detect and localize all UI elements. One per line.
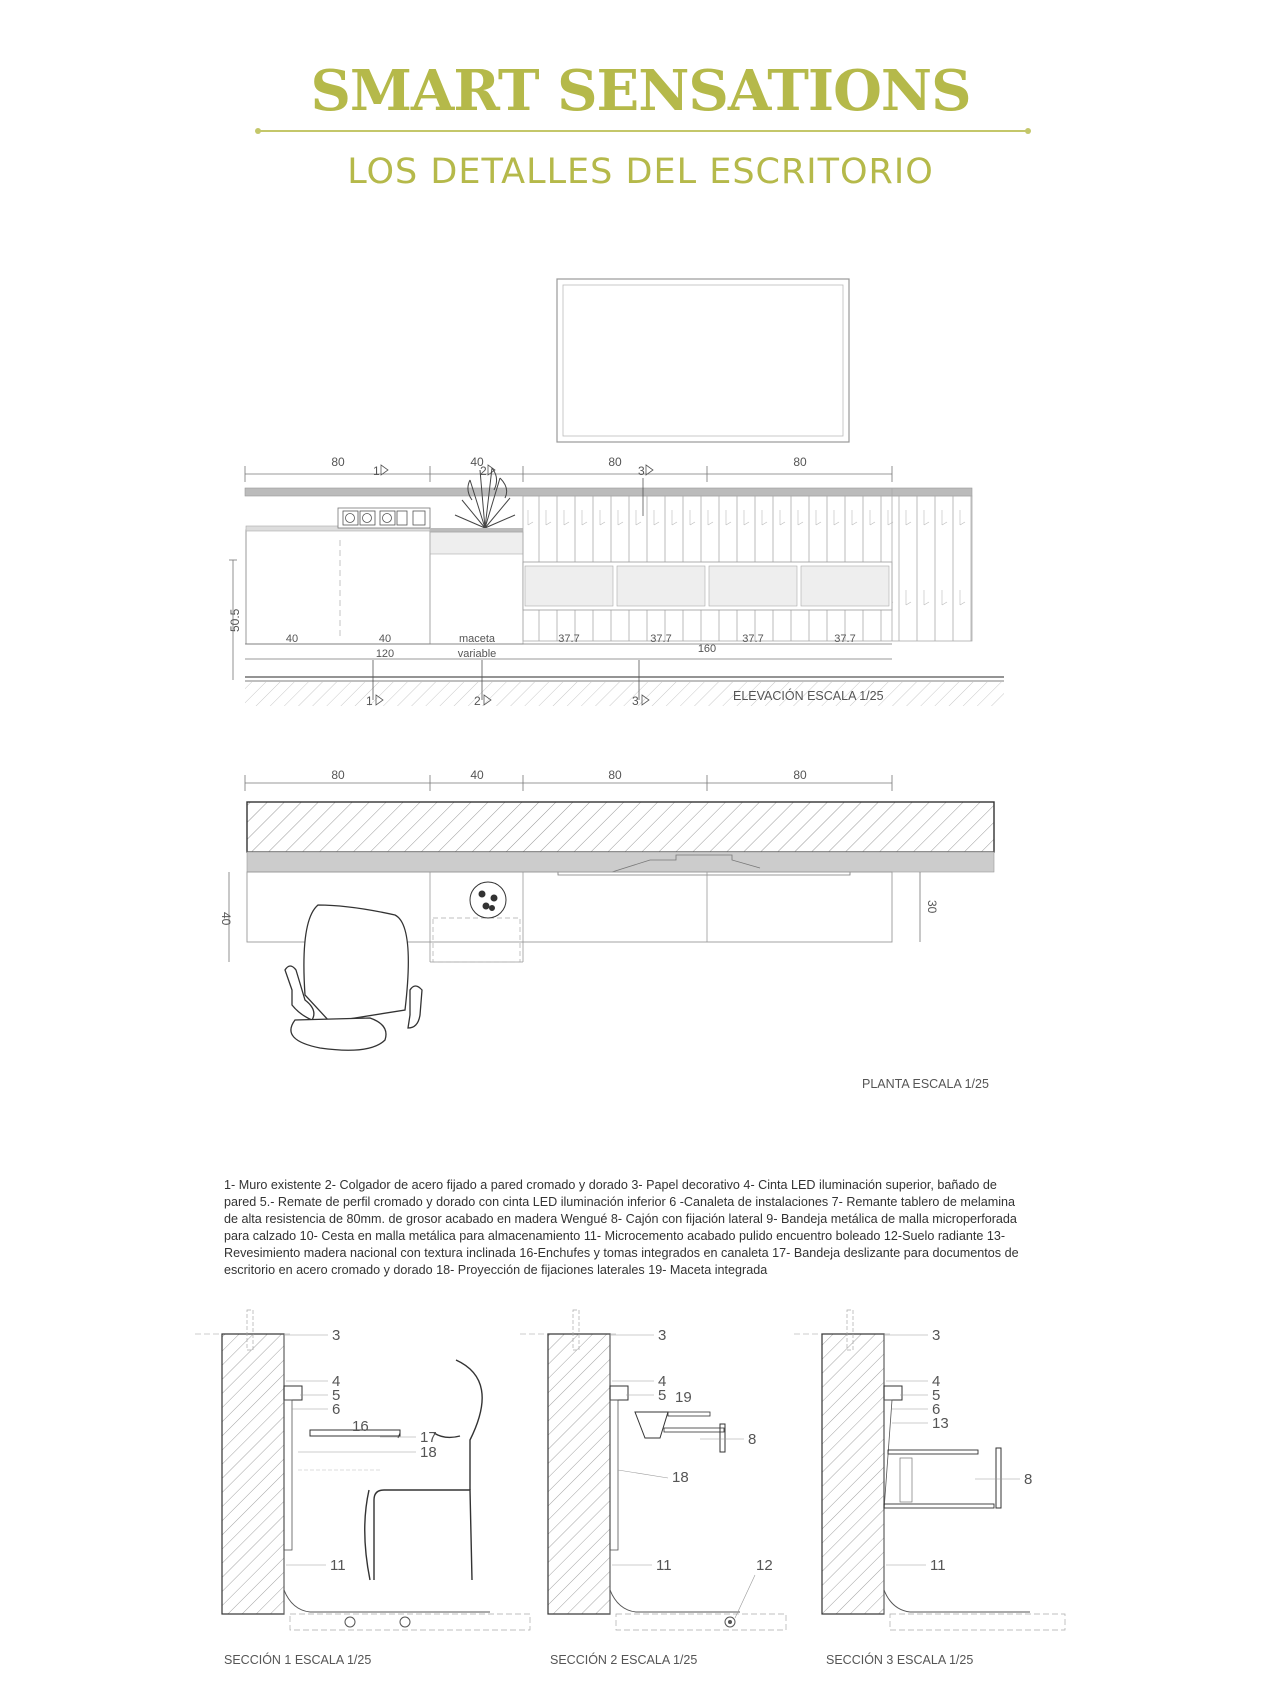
page-subtitle: LOS DETALLES DEL ESCRITORIO	[347, 152, 934, 192]
elev-dim-1: 80	[331, 455, 345, 469]
s1-label-11: 11	[330, 1557, 346, 1574]
s3-label-4: 4	[932, 1373, 941, 1390]
s2-label-5: 5	[658, 1387, 667, 1404]
elev-bot-dim-6: 37.7	[742, 633, 764, 645]
s2-label-11: 11	[656, 1557, 672, 1574]
elev-bot-dim-2: 40	[378, 633, 392, 645]
s1-label-6: 6	[332, 1401, 341, 1418]
section-mark-2-top: 2	[480, 464, 487, 478]
s1-caption: SECCIÓN 1 ESCALA 1/25	[224, 1653, 372, 1667]
section-mark-3-bottom: 3	[632, 694, 639, 708]
s2-label-8: 8	[748, 1431, 757, 1448]
elev-bot-dim-1: 40	[285, 633, 299, 645]
plan-wall	[247, 802, 994, 852]
elev-dim-3: 80	[608, 455, 622, 469]
elev-total-right: 160	[697, 643, 717, 655]
s3-label-8: 8	[1024, 1471, 1033, 1488]
s3-caption: SECCIÓN 3 ESCALA 1/25	[826, 1653, 974, 1667]
s1-label-5: 5	[332, 1387, 341, 1404]
section-mark-3-top: 3	[638, 464, 645, 478]
s2-label-19: 19	[675, 1389, 692, 1406]
s3-label-11: 11	[930, 1557, 946, 1574]
desk-left-unit	[246, 530, 430, 644]
materials-legend: 1- Muro existente 2- Colgador de acero fijado a pared cromado y dorado 3- Papel decorativo 4- Cinta LED iluminación superior, bañado de pared 5.- Remate de perfil cromado y dorado con cinta LED iluminación inferior 6 -Canaleta de instalaciones 7- Remante tablero de melamina de alta resistencia de 80mm. de grosor acabado en madera Wengué 8- Cajón con fijación lateral 9- Bandeja metálica de malla microperforada para calzado 10- Cesta en malla metálica para almacenamiento 11- Microcemento acabado pulido encuentro boleado 12-Suelo radiante 13- Revesimiento madera nacional con textura inclinada 16-Enchufes y tomas integrados en canaleta 17- Bandeja deslizante para documentos de escritorio en acero cromado y dorado 18- Proyección de fijaciones laterales 19- Maceta integrada	[224, 1178, 1019, 1277]
s2-caption: SECCIÓN 2 ESCALA 1/25	[550, 1653, 698, 1667]
plan-dim-4: 80	[793, 768, 807, 782]
s3-label-6: 6	[932, 1401, 941, 1418]
s1-label-3: 3	[332, 1327, 341, 1344]
section-mark-1-top: 1	[373, 464, 380, 478]
plan-plant-icon	[470, 882, 506, 918]
elev-bot-dim-7: 37.7	[834, 633, 856, 645]
section-mark-2-bottom: 2	[474, 694, 481, 708]
elev-bot-dim-variable: variable	[457, 648, 497, 660]
plan-dim-1: 80	[331, 768, 345, 782]
elev-dim-4: 80	[793, 455, 807, 469]
sections-drawing	[0, 1290, 1281, 1701]
elev-total-left: 120	[375, 648, 395, 660]
plan-dim-3: 80	[608, 768, 622, 782]
elev-height-dim: 50.5	[228, 608, 242, 632]
s1-label-4: 4	[332, 1373, 341, 1390]
s2-label-12: 12	[756, 1557, 773, 1574]
plan-right-dim: 30	[925, 900, 939, 914]
plan-caption: PLANTA ESCALA 1/25	[862, 1077, 989, 1091]
s2-label-18: 18	[672, 1469, 689, 1486]
s3-label-3: 3	[932, 1327, 941, 1344]
elevation-caption: ELEVACIÓN ESCALA 1/25	[733, 689, 884, 703]
section-3	[794, 1310, 1065, 1630]
section-1	[195, 1310, 530, 1630]
s2-label-4: 4	[658, 1373, 667, 1390]
elev-dim-2: 40	[470, 455, 484, 469]
elev-bot-dim-5: 37.7	[650, 633, 672, 645]
s2-label-3: 3	[658, 1327, 667, 1344]
wall-screen-frame	[557, 279, 849, 442]
plan-left-dim: 40	[219, 912, 233, 926]
page-title: SMART SENSATIONS	[310, 58, 971, 124]
s3-label-5: 5	[932, 1387, 941, 1404]
s3-label-13: 13	[932, 1415, 949, 1432]
section-mark-1-bottom: 1	[366, 694, 373, 708]
plan-dim-2: 40	[470, 768, 484, 782]
plan-chair	[285, 905, 422, 1050]
elev-bot-dim-4: 37.7	[558, 633, 580, 645]
s1-label-17: 17	[420, 1429, 437, 1446]
section-2	[520, 1310, 786, 1630]
elev-bot-dim-3: maceta	[458, 633, 496, 645]
s1-label-16: 16	[352, 1418, 369, 1435]
s1-label-18: 18	[420, 1444, 437, 1461]
